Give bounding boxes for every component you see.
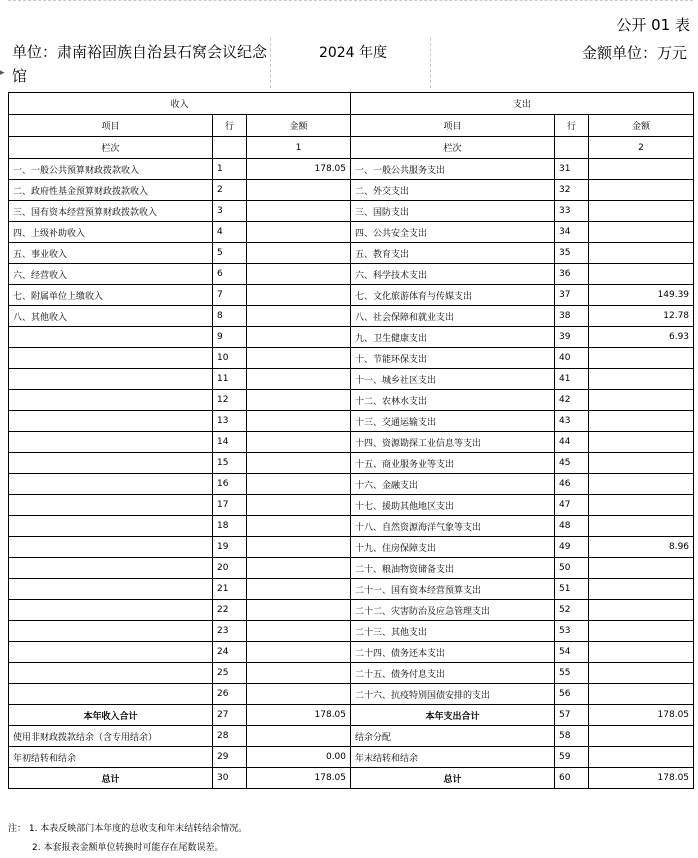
income-amount — [247, 495, 351, 516]
expense-amount — [589, 621, 694, 642]
income-amount — [247, 390, 351, 411]
income-line-number: 29 — [213, 747, 247, 768]
expense-item-name: 结余分配 — [351, 726, 555, 747]
income-item-name — [9, 474, 213, 495]
income-amount — [247, 663, 351, 684]
expense-item-name: 十、节能环保支出 — [351, 348, 555, 369]
footnotes — [8, 820, 247, 858]
income-amount: 0.00 — [247, 747, 351, 768]
row-marker-icon: ▸ — [0, 68, 5, 78]
expense-item-name: 总计 — [351, 768, 555, 789]
income-line-number: 30 — [213, 768, 247, 789]
expense-amount — [589, 516, 694, 537]
income-line-number: 20 — [213, 558, 247, 579]
expense-item-name: 二十五、债务付息支出 — [351, 663, 555, 684]
income-item-name — [9, 684, 213, 705]
income-amount: 178.05 — [247, 768, 351, 789]
expense-amount — [589, 495, 694, 516]
expense-item-name: 二、外交支出 — [351, 180, 555, 201]
table-row — [9, 411, 694, 432]
expense-item-name: 五、教育支出 — [351, 243, 555, 264]
expense-item-name: 四、公共安全支出 — [351, 222, 555, 243]
income-line-number: 9 — [213, 327, 247, 348]
income-item-header: 项目 — [9, 115, 213, 137]
income-item-name: 七、附属单位上缴收入 — [9, 285, 213, 306]
income-amount — [247, 327, 351, 348]
income-amount — [247, 243, 351, 264]
money-unit: 金额单位：万元 — [581, 44, 687, 62]
income-amount — [247, 201, 351, 222]
expense-amount-header: 金额 — [589, 115, 694, 137]
income-expense-table — [8, 92, 694, 789]
income-item-name — [9, 348, 213, 369]
income-item-name — [9, 390, 213, 411]
expense-item-name: 十九、住房保障支出 — [351, 537, 555, 558]
expense-item-name: 六、科学技术支出 — [351, 264, 555, 285]
income-item-name — [9, 537, 213, 558]
expense-item-name: 年末结转和结余 — [351, 747, 555, 768]
income-amount — [247, 264, 351, 285]
expense-line-number: 57 — [555, 705, 589, 726]
expense-line-number: 33 — [555, 201, 589, 222]
expense-line-number: 34 — [555, 222, 589, 243]
table-row — [9, 495, 694, 516]
table-row — [9, 663, 694, 684]
expense-amount — [589, 411, 694, 432]
total-row — [9, 705, 694, 726]
table-row — [9, 369, 694, 390]
expense-line-number: 37 — [555, 285, 589, 306]
income-line-number: 14 — [213, 432, 247, 453]
income-item-name — [9, 621, 213, 642]
expense-amount — [589, 159, 694, 180]
expense-item-name: 二十、粮油物资储备支出 — [351, 558, 555, 579]
income-item-name — [9, 327, 213, 348]
income-line-number: 6 — [213, 264, 247, 285]
expense-amount — [589, 222, 694, 243]
expense-lanci-label: 栏次 — [351, 137, 555, 159]
income-item-name — [9, 432, 213, 453]
income-item-name — [9, 663, 213, 684]
income-line-number: 21 — [213, 579, 247, 600]
income-line-number: 3 — [213, 201, 247, 222]
table-row — [9, 579, 694, 600]
expense-column-number: 2 — [589, 137, 694, 159]
table-row — [9, 600, 694, 621]
expense-amount — [589, 663, 694, 684]
income-amount — [247, 600, 351, 621]
expense-item-name: 三、国防支出 — [351, 201, 555, 222]
total-row — [9, 726, 694, 747]
income-amount — [247, 306, 351, 327]
expense-line-number: 38 — [555, 306, 589, 327]
income-amount: 178.05 — [247, 159, 351, 180]
report-year: 2024 年度 — [318, 45, 388, 61]
table-row — [9, 306, 694, 327]
income-item-name — [9, 495, 213, 516]
income-amount — [247, 621, 351, 642]
income-item-name — [9, 642, 213, 663]
report-header — [8, 38, 693, 90]
table-row — [9, 201, 694, 222]
form-number: 公开 01 表 — [616, 16, 690, 34]
expense-line-number: 32 — [555, 180, 589, 201]
income-amount — [247, 474, 351, 495]
income-item-name: 五、事业收入 — [9, 243, 213, 264]
table-row — [9, 558, 694, 579]
income-item-name — [9, 600, 213, 621]
income-amount — [247, 537, 351, 558]
expense-item-name: 十一、城乡社区支出 — [351, 369, 555, 390]
expense-line-number: 39 — [555, 327, 589, 348]
income-line-number: 23 — [213, 621, 247, 642]
income-amount — [247, 558, 351, 579]
expense-amount — [589, 474, 694, 495]
expense-item-name: 十三、交通运输支出 — [351, 411, 555, 432]
expense-line-number: 41 — [555, 369, 589, 390]
expense-row-header: 行 — [555, 115, 589, 137]
expense-item-header: 项目 — [351, 115, 555, 137]
header-divider — [270, 38, 271, 88]
table-row — [9, 432, 694, 453]
section-header-row — [9, 93, 694, 115]
expense-amount — [589, 579, 694, 600]
income-line-number: 26 — [213, 684, 247, 705]
income-line-number: 16 — [213, 474, 247, 495]
income-line-number: 13 — [213, 411, 247, 432]
expense-item-name: 十四、资源勘探工业信息等支出 — [351, 432, 555, 453]
income-amount — [247, 684, 351, 705]
expense-item-name: 二十二、灾害防治及应急管理支出 — [351, 600, 555, 621]
expense-item-name: 二十六、抗疫特别国债安排的支出 — [351, 684, 555, 705]
table-row — [9, 684, 694, 705]
table-row — [9, 390, 694, 411]
expense-item-name: 二十三、其他支出 — [351, 621, 555, 642]
expense-item-name: 十五、商业服务业等支出 — [351, 453, 555, 474]
income-line-number: 4 — [213, 222, 247, 243]
income-item-name — [9, 579, 213, 600]
income-line-number: 19 — [213, 537, 247, 558]
income-amount — [247, 222, 351, 243]
income-item-name: 六、经营收入 — [9, 264, 213, 285]
income-amount — [247, 411, 351, 432]
expense-line-number: 56 — [555, 684, 589, 705]
expense-amount — [589, 684, 694, 705]
expense-item-name: 二十四、债务还本支出 — [351, 642, 555, 663]
table-row — [9, 327, 694, 348]
income-amount — [247, 516, 351, 537]
expense-line-number: 60 — [555, 768, 589, 789]
expense-amount: 149.39 — [589, 285, 694, 306]
expense-amount — [589, 201, 694, 222]
expense-line-number: 55 — [555, 663, 589, 684]
income-title: 收入 — [9, 93, 351, 115]
table-row — [9, 222, 694, 243]
empty-cell — [213, 137, 247, 159]
expense-item-name: 九、卫生健康支出 — [351, 327, 555, 348]
expense-line-number: 43 — [555, 411, 589, 432]
expense-item-name: 十六、金融支出 — [351, 474, 555, 495]
income-item-name: 本年收入合计 — [9, 705, 213, 726]
income-amount — [247, 432, 351, 453]
expense-line-number: 54 — [555, 642, 589, 663]
expense-line-number: 50 — [555, 558, 589, 579]
income-amount — [247, 453, 351, 474]
income-item-name: 年初结转和结余 — [9, 747, 213, 768]
expense-line-number: 35 — [555, 243, 589, 264]
expense-line-number: 49 — [555, 537, 589, 558]
column-header-row — [9, 115, 694, 137]
expense-item-name: 八、社会保障和就业支出 — [351, 306, 555, 327]
income-line-number: 11 — [213, 369, 247, 390]
expense-line-number: 31 — [555, 159, 589, 180]
income-line-number: 8 — [213, 306, 247, 327]
income-line-number: 25 — [213, 663, 247, 684]
income-column-number: 1 — [247, 137, 351, 159]
expense-line-number: 42 — [555, 390, 589, 411]
expense-amount — [589, 726, 694, 747]
expense-line-number: 53 — [555, 621, 589, 642]
expense-amount — [589, 747, 694, 768]
income-line-number: 12 — [213, 390, 247, 411]
table-row — [9, 453, 694, 474]
income-amount — [247, 726, 351, 747]
income-line-number: 18 — [213, 516, 247, 537]
table-row — [9, 516, 694, 537]
total-row — [9, 768, 694, 789]
header-divider — [430, 38, 431, 88]
expense-line-number: 51 — [555, 579, 589, 600]
expense-item-name: 二十一、国有资本经营预算支出 — [351, 579, 555, 600]
income-amount — [247, 369, 351, 390]
income-item-name: 三、国有资本经营预算财政拨款收入 — [9, 201, 213, 222]
expense-amount — [589, 390, 694, 411]
expense-item-name: 七、文化旅游体育与传媒支出 — [351, 285, 555, 306]
income-amount — [247, 285, 351, 306]
expense-line-number: 36 — [555, 264, 589, 285]
income-item-name: 总计 — [9, 768, 213, 789]
footnote-1: 注： 1. 本表反映部门本年度的总收支和年末结转结余情况。 — [8, 824, 248, 834]
expense-item-name: 本年支出合计 — [351, 705, 555, 726]
top-divider — [8, 0, 693, 1]
expense-amount — [589, 264, 694, 285]
income-lanci-label: 栏次 — [9, 137, 213, 159]
table-row — [9, 474, 694, 495]
expense-amount — [589, 243, 694, 264]
expense-amount — [589, 348, 694, 369]
expense-amount — [589, 558, 694, 579]
table-row — [9, 243, 694, 264]
expense-item-name: 十二、农林水支出 — [351, 390, 555, 411]
expense-amount: 6.93 — [589, 327, 694, 348]
income-amount — [247, 348, 351, 369]
income-line-number: 28 — [213, 726, 247, 747]
total-row — [9, 747, 694, 768]
expense-amount — [589, 432, 694, 453]
expense-line-number: 52 — [555, 600, 589, 621]
income-amount-header: 金额 — [247, 115, 351, 137]
income-amount: 178.05 — [247, 705, 351, 726]
income-line-number: 7 — [213, 285, 247, 306]
table-row — [9, 264, 694, 285]
expense-amount — [589, 180, 694, 201]
expense-amount: 8.96 — [589, 537, 694, 558]
income-amount — [247, 642, 351, 663]
income-amount — [247, 180, 351, 201]
income-line-number: 27 — [213, 705, 247, 726]
empty-cell — [555, 137, 589, 159]
income-amount — [247, 579, 351, 600]
expense-amount: 12.78 — [589, 306, 694, 327]
income-line-number: 15 — [213, 453, 247, 474]
expense-amount: 178.05 — [589, 705, 694, 726]
column-number-row — [9, 137, 694, 159]
income-line-number: 2 — [213, 180, 247, 201]
expense-line-number: 45 — [555, 453, 589, 474]
income-line-number: 5 — [213, 243, 247, 264]
expense-line-number: 47 — [555, 495, 589, 516]
footnote-2: 2. 本套报表金额单位转换时可能存在尾数误差。 — [32, 843, 224, 853]
expense-item-name: 一、一般公共服务支出 — [351, 159, 555, 180]
income-item-name: 二、政府性基金预算财政拨款收入 — [9, 180, 213, 201]
income-line-number: 22 — [213, 600, 247, 621]
income-item-name — [9, 558, 213, 579]
expense-amount — [589, 600, 694, 621]
expense-amount — [589, 369, 694, 390]
unit-label: 单位：肃南裕固族自治县石窝会议纪念馆 — [12, 43, 268, 85]
income-line-number: 17 — [213, 495, 247, 516]
table-row — [9, 348, 694, 369]
table-row — [9, 180, 694, 201]
expense-line-number: 48 — [555, 516, 589, 537]
table-row — [9, 537, 694, 558]
income-line-number: 1 — [213, 159, 247, 180]
expense-line-number: 58 — [555, 726, 589, 747]
expense-item-name: 十八、自然资源海洋气象等支出 — [351, 516, 555, 537]
table-row — [9, 642, 694, 663]
income-line-number: 10 — [213, 348, 247, 369]
expense-amount — [589, 642, 694, 663]
expense-amount — [589, 453, 694, 474]
expense-amount: 178.05 — [589, 768, 694, 789]
expense-line-number: 46 — [555, 474, 589, 495]
expense-line-number: 40 — [555, 348, 589, 369]
income-line-number: 24 — [213, 642, 247, 663]
table-row — [9, 621, 694, 642]
income-item-name — [9, 411, 213, 432]
income-item-name: 使用非财政拨款结余（含专用结余） — [9, 726, 213, 747]
expense-line-number: 44 — [555, 432, 589, 453]
income-item-name: 八、其他收入 — [9, 306, 213, 327]
income-item-name: 四、上级补助收入 — [9, 222, 213, 243]
table-row — [9, 285, 694, 306]
income-item-name — [9, 516, 213, 537]
expense-line-number: 59 — [555, 747, 589, 768]
income-item-name — [9, 369, 213, 390]
income-item-name: 一、一般公共预算财政拨款收入 — [9, 159, 213, 180]
income-row-header: 行 — [213, 115, 247, 137]
expense-item-name: 十七、援助其他地区支出 — [351, 495, 555, 516]
table-row — [9, 159, 694, 180]
expense-title: 支出 — [351, 93, 694, 115]
income-item-name — [9, 453, 213, 474]
